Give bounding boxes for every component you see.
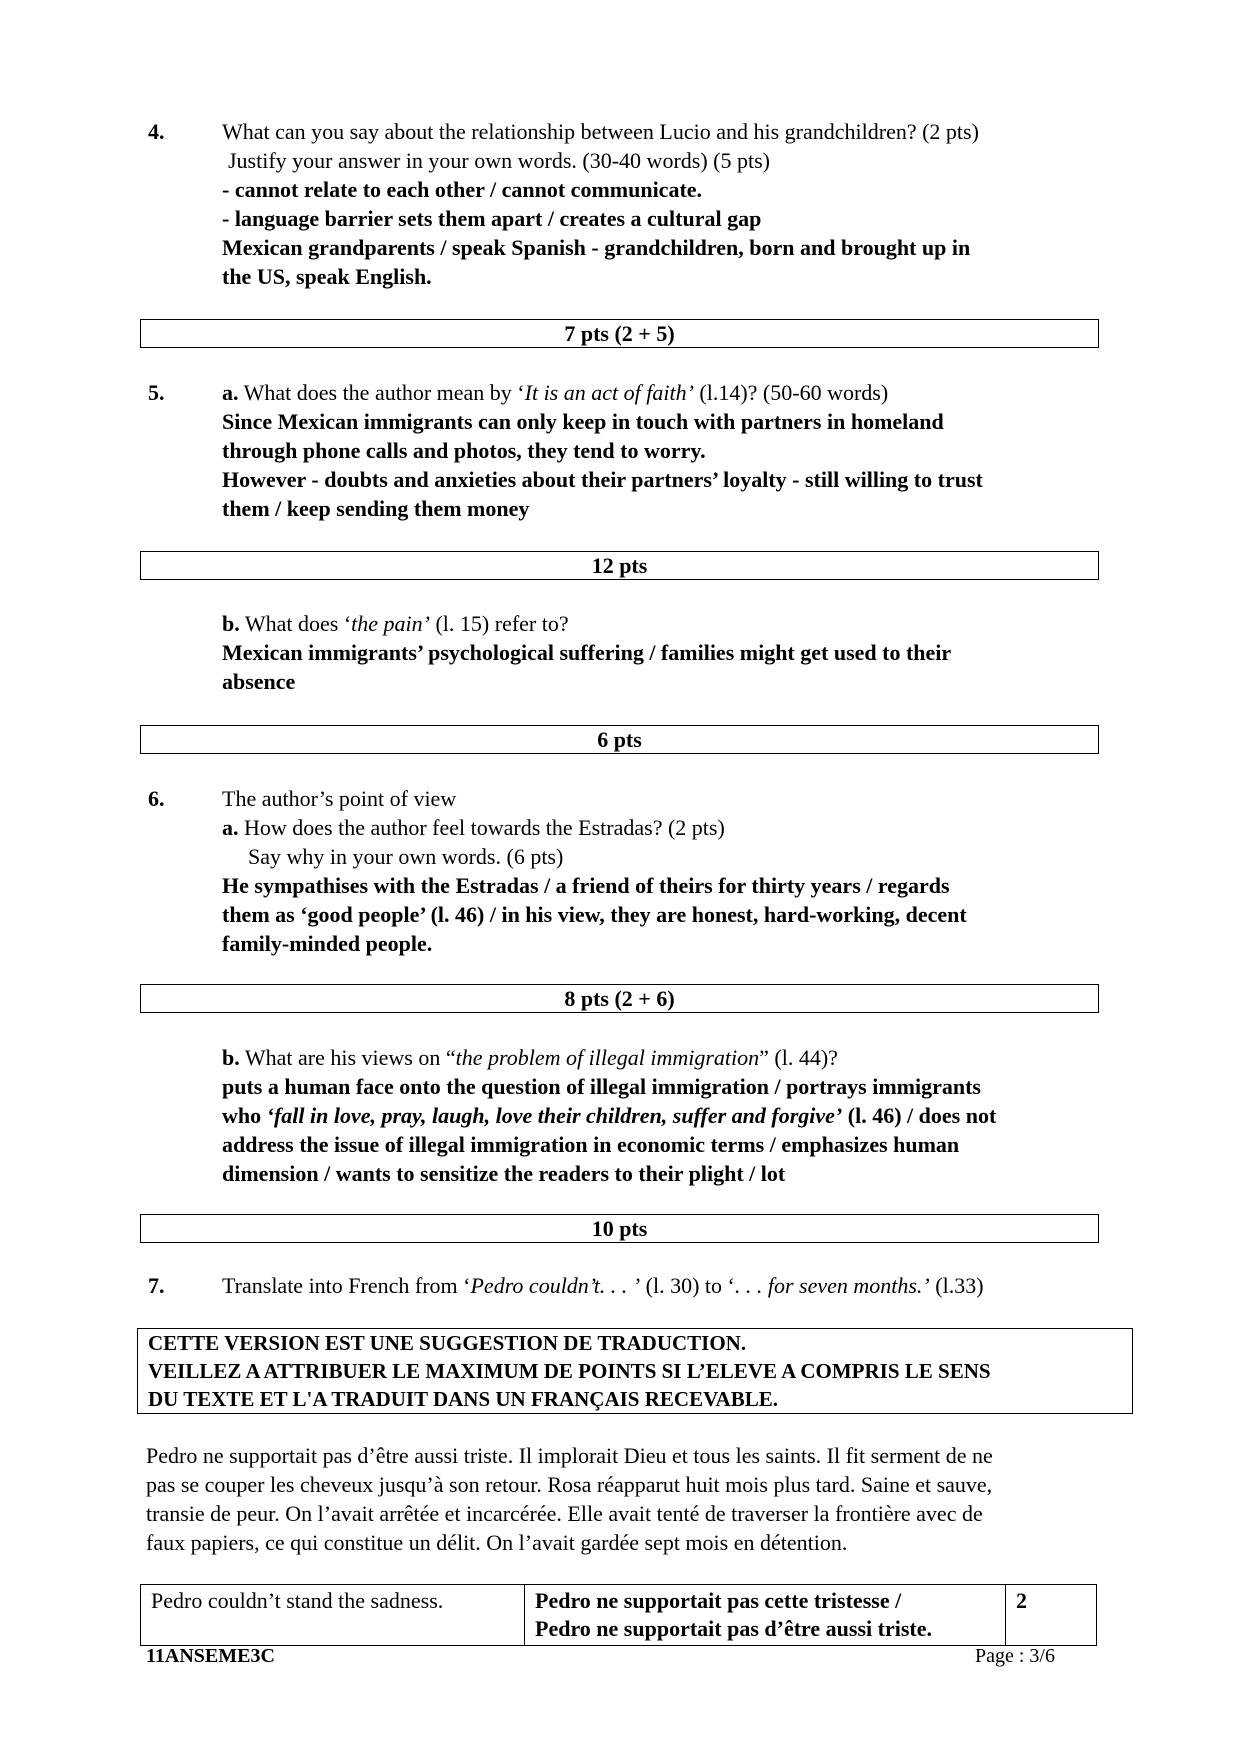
table-cell-french [525,1585,1006,1646]
translation-notice-line: DU TEXTE ET L'A TRADUIT DANS UN FRANÇAIS RECEVABLE. [148,1387,778,1411]
question-5a-label: a. [222,380,239,405]
question-6a-text [222,813,725,842]
question-5a-points-box: 12 pts [140,551,1099,580]
question-5b-text-post: (l. 15) refer to? [429,611,569,636]
translation-notice-box [137,1328,1133,1414]
table-cell-english [141,1585,525,1646]
question-6b-answer: puts a human face onto the question of illegal immigration / portrays immigrants [222,1074,981,1099]
table-row [141,1585,1097,1646]
french-translation-option: Pedro ne supportait pas cette tristesse / [535,1588,902,1613]
question-5-number: 5. [148,380,165,405]
question-5a-text-pre: What does the author mean by ‘ [238,380,525,405]
translation-notice-line: CETTE VERSION EST UNE SUGGESTION DE TRADUCTION. [148,1331,747,1355]
question-6b-answer-pre: who [222,1103,267,1128]
question-6-heading: The author’s point of view [222,786,457,811]
question-6a-points-box: 8 pts (2 + 6) [140,984,1099,1013]
question-5b-quote: the pain’ [351,611,430,636]
question-6b-answer: dimension / wants to sensitize the readers to their plight / lot [222,1161,786,1186]
translation-notice-line: VEILLEZ A ATTRIBUER LE MAXIMUM DE POINTS SI L’ELEVE A COMPRIS LE SENS [148,1359,991,1383]
question-6a-text-body: How does the author feel towards the Estradas? (2 pts) [238,815,725,840]
question-6b-answer-quote: ‘fall in love, pray, laugh, love their children, suffer and forgive’ [266,1103,843,1128]
question-5b-text-pre: What does ‘ [239,611,352,636]
question-6a-answer: He sympathises with the Estradas / a friend of theirs for thirty years / regards [222,873,950,898]
question-6b-text-post: ” (l. 44)? [759,1045,838,1070]
translation-paragraph-line: pas se couper les cheveux jusqu’à son retour. Rosa réapparut huit mois plus tard. Saine et sauve, [146,1472,993,1497]
question-5b-label: b. [222,611,240,636]
question-6b-answer: address the issue of illegal immigration in economic terms / emphasizes human [222,1132,960,1157]
question-4-answer: the US, speak English. [222,264,432,289]
question-6-number: 6. [148,786,165,811]
question-7-quote-end: . . . for seven months.’ [734,1273,930,1298]
question-6b-text [222,1043,838,1072]
french-translation-option: Pedro ne supportait pas d’être aussi triste. [535,1616,933,1641]
question-5b-answer: Mexican immigrants’ psychological suffering / families might get used to their [222,640,952,665]
question-5a-answer: them / keep sending them money [222,496,530,521]
translation-paragraph-line: faux papiers, ce qui constitue un délit. On l’avait gardée sept mois en détention. [146,1530,848,1555]
question-6b-label: b. [222,1045,240,1070]
question-6b-quote: the problem of illegal immigration [455,1045,760,1070]
question-5a-answer: Since Mexican immigrants can only keep in touch with partners in homeland [222,409,944,434]
english-sentence: Pedro couldn’t stand the sadness. [151,1588,444,1613]
question-6a-answer: family-minded people. [222,931,433,956]
footer-page-number: Page : 3/6 [975,1645,1055,1667]
question-6a-answer: them as ‘good people’ (l. 46) / in his view, they are honest, hard-working, decent [222,902,967,927]
question-6b-answer [222,1101,996,1130]
question-4-points-box: 7 pts (2 + 5) [140,319,1099,348]
question-5b-answer: absence [222,669,296,694]
footer-exam-code: 11ANSEME3C [146,1645,275,1667]
question-5a-answer: However - doubts and anxieties about their partners’ loyalty - still willing to trust [222,467,983,492]
question-5a-text-post: (l.14)? (50-60 words) [693,380,889,405]
row-points: 2 [1016,1588,1027,1613]
question-7-quote-start: Pedro couldn’t. . . ’ [470,1273,641,1298]
question-4-answer: - language barrier sets them apart / creates a cultural gap [222,206,762,231]
translation-paragraph-line: transie de peur. On l’avait arrêtée et incarcérée. Elle avait tenté de traverser la frontière avec de [146,1501,983,1526]
translation-paragraph-line: Pedro ne supportait pas d’être aussi triste. Il implorait Dieu et tous les saints. Il fit serment de ne [146,1443,993,1468]
question-5b-text [222,609,569,638]
question-6b-text-pre: What are his views on “ [239,1045,456,1070]
question-7-text-post: (l.33) [929,1273,984,1298]
question-5a-answer: through phone calls and photos, they tend to worry. [222,438,706,463]
question-4-justify: Justify your answer in your own words. (30-40 words) (5 pts) [228,148,770,173]
question-4-answer: - cannot relate to each other / cannot communicate. [222,177,703,202]
question-7-text-mid: (l. 30) to ‘ [640,1273,735,1298]
question-7-text [222,1271,984,1300]
question-7-text-pre: Translate into French from ‘ [222,1273,471,1298]
question-7-number: 7. [148,1273,165,1298]
question-6a-label: a. [222,815,239,840]
question-5a-text [222,378,888,407]
question-4-number: 4. [148,119,165,144]
question-4-text: What can you say about the relationship between Lucio and his grandchildren? (2 pts) [222,119,979,144]
question-5a-quote: It is an act of faith’ [524,380,694,405]
question-6b-points-box: 10 pts [140,1214,1099,1243]
question-6a-text2: Say why in your own words. (6 pts) [248,844,564,869]
question-5b-points-box: 6 pts [140,725,1099,754]
question-6b-answer-post: (l. 46) / does not [842,1103,997,1128]
translation-grading-table [140,1584,1097,1646]
table-cell-points [1006,1585,1097,1646]
question-4-answer: Mexican grandparents / speak Spanish - grandchildren, born and brought up in [222,235,971,260]
